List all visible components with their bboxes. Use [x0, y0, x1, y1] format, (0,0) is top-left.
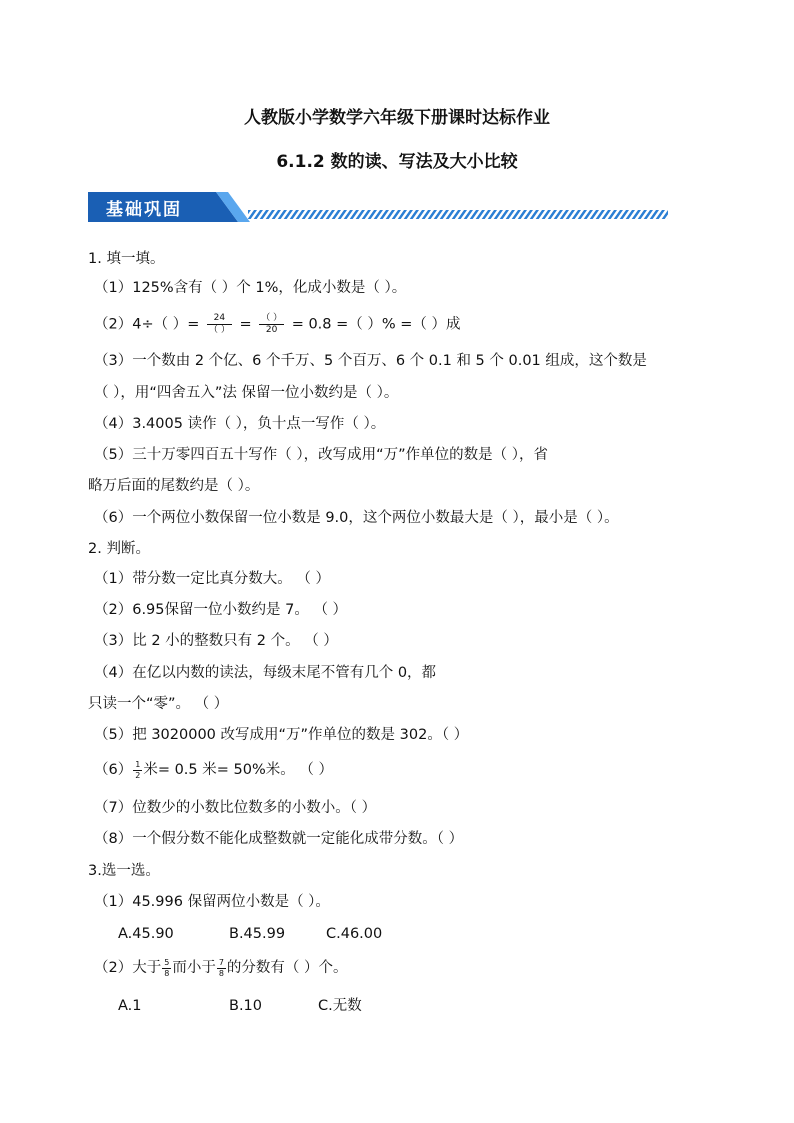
section-banner — [88, 190, 668, 224]
q1-item-2-start: （2）4÷（ ）= — [94, 316, 200, 333]
fraction-numerator: 7 — [218, 957, 224, 967]
q2-heading: 2. 判断。 — [88, 541, 150, 557]
q2-item-6-start: （6） — [94, 762, 133, 778]
fraction-numerator: 24 — [207, 314, 232, 325]
q1-item-5: （5）三十万零四百五十写作（ ），改写成用“万”作单位的数是（ ），省 — [94, 447, 548, 463]
fraction-blank-20 — [259, 314, 284, 335]
q1-item-2-end: = 0.8 =（ ）% =（ ）成 — [291, 316, 461, 333]
section-label: 基础巩固 — [106, 200, 182, 220]
q3-item-1-option-a: A.45.90 — [118, 926, 174, 942]
fraction-numerator: 5 — [164, 957, 170, 967]
fraction-denominator: 8 — [218, 968, 224, 978]
q1-item-2-equals: = — [239, 316, 252, 333]
q3-item-2-option-a: A.1 — [118, 998, 142, 1014]
q1-item-5-cont: 略万后面的尾数约是（ ）。 — [88, 478, 260, 494]
q2-item-5: （5）把 3020000 改写成用“万”作单位的数是 302。（ ） — [94, 727, 469, 743]
q3-item-2 — [94, 958, 348, 978]
q1-item-2 — [94, 314, 461, 335]
fraction-denominator: 8 — [164, 968, 170, 978]
q3-item-2-start: （2）大于 — [94, 960, 162, 976]
q2-item-2: （2）6.9̇5保留一位小数约是 7。 （ ） — [94, 602, 348, 618]
fraction-numerator: （ ） — [261, 313, 283, 323]
fraction-denominator: （ ） — [208, 325, 230, 335]
q3-item-2-middle: 而小于 — [172, 960, 216, 976]
q2-item-6 — [94, 760, 333, 780]
q1-heading: 1. 填一填。 — [88, 251, 165, 267]
fraction-one-half — [133, 761, 142, 780]
q2-item-8: （8）一个假分数不能化成整数就一定能化成带分数。（ ） — [94, 831, 464, 847]
q1-item-4: （4）3.4005 读作（ ），负十点一写作（ ）。 — [94, 416, 386, 432]
fraction-seven-eighths — [217, 959, 226, 978]
page-title: 人教版小学数学六年级下册课时达标作业 — [244, 108, 550, 128]
q2-item-4: （4）在亿以内数的读法，每级末尾不管有几个 0，都 — [94, 665, 437, 681]
fraction-denominator: 2 — [135, 770, 141, 780]
q1-item-6: （6）一个两位小数保留一位小数是 9.0，这个两位小数最大是（ ），最小是（ ）。 — [94, 510, 619, 526]
q1-item-3-cont: （ ），用“四舍五入”法 保留一位小数约是（ ）。 — [94, 385, 399, 401]
q2-item-6-end: 米= 0.5 米= 50%米。 （ ） — [143, 762, 333, 778]
q2-item-7: （7）位数少的小数比位数多的小数小。（ ） — [94, 800, 377, 816]
q2-item-1: （1）带分数一定比真分数大。 （ ） — [94, 571, 330, 587]
q3-item-1-option-b: B.45.99 — [229, 926, 286, 942]
q2-item-4-cont: 只读一个“零”。 （ ） — [88, 696, 229, 712]
q1-item-3: （3）一个数由 2 个亿、6 个千万、5 个百万、6 个 0.1 和 5 个 0.01 组成，这个数是 — [94, 353, 647, 369]
fraction-denominator: 20 — [265, 325, 278, 335]
q3-item-1: （1）45.996 保留两位小数是（ ）。 — [94, 894, 330, 910]
q2-item-3: （3）比 2 小的整数只有 2 个。 （ ） — [94, 633, 338, 649]
page-subtitle: 6.1.2 数的读、写法及大小比较 — [276, 152, 518, 172]
q3-item-2-end: 的分数有（ ）个。 — [226, 960, 348, 976]
q3-item-2-option-b: B.10 — [229, 998, 263, 1014]
q3-item-2-option-c: C.无数 — [318, 998, 362, 1014]
q3-heading: 3.选一选。 — [88, 863, 160, 879]
fraction-five-eighths — [162, 959, 171, 978]
fraction-numerator: 1 — [135, 759, 141, 769]
q1-item-1: （1）125%含有（ ）个 1%，化成小数是（ ）。 — [94, 280, 407, 296]
banner-stripes — [248, 210, 668, 219]
q3-item-1-option-c: C.46.00 — [326, 926, 383, 942]
fraction-24-blank — [207, 314, 232, 335]
